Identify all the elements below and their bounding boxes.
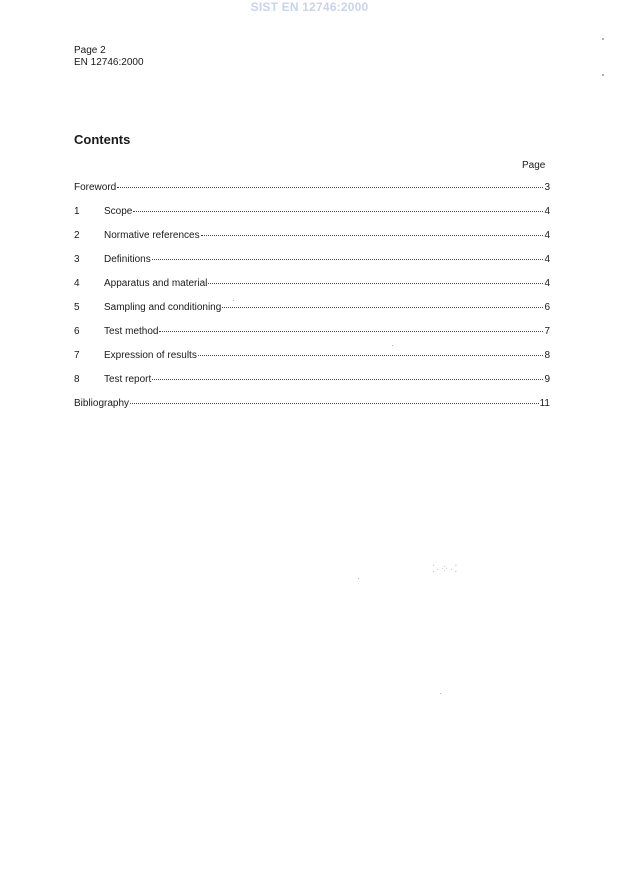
- toc-entry-title: Definitions: [104, 254, 151, 265]
- scan-speck: [440, 693, 441, 694]
- toc-entry-number: 3: [74, 254, 80, 265]
- toc-entry-normative-references[interactable]: [74, 230, 550, 254]
- toc-entry-page: 7: [544, 326, 550, 337]
- toc-entry-page: 8: [544, 350, 550, 361]
- dot-leader: [152, 379, 543, 380]
- dot-leader: [133, 211, 543, 212]
- toc-entry-sampling-and-conditioning[interactable]: [74, 302, 550, 326]
- dot-leader: [130, 403, 539, 404]
- toc-entry-title: Foreword: [74, 182, 117, 193]
- toc-entry-number: 8: [74, 374, 80, 385]
- toc-entry-definitions[interactable]: [74, 254, 550, 278]
- toc-entry-title: Sampling and conditioning: [104, 302, 222, 313]
- table-of-contents: [74, 182, 550, 422]
- toc-entry-number: 1: [74, 206, 80, 217]
- toc-entry-page: 4: [544, 230, 550, 241]
- toc-entry-test-method[interactable]: [74, 326, 550, 350]
- toc-entry-title: Expression of results: [104, 350, 197, 361]
- toc-entry-number: 6: [74, 326, 80, 337]
- scan-speck: [392, 345, 393, 346]
- toc-entry-title: Apparatus and material: [104, 278, 208, 289]
- toc-entry-title: Scope: [104, 206, 133, 217]
- scan-speck: [602, 74, 604, 76]
- toc-entry-number: 7: [74, 350, 80, 361]
- scan-speck: [233, 300, 234, 301]
- toc-entry-bibliography[interactable]: [74, 398, 550, 422]
- toc-entry-title: Test report: [104, 374, 152, 385]
- toc-entry-page: 4: [544, 254, 550, 265]
- watermark: SIST EN 12746:2000: [250, 0, 369, 14]
- toc-entry-page: 4: [544, 206, 550, 217]
- standard-id: EN 12746:2000: [74, 57, 144, 68]
- dot-leader: [198, 355, 543, 356]
- toc-entry-title: Normative references: [104, 230, 200, 241]
- dot-leader: [201, 235, 543, 236]
- page-column-label: Page: [522, 160, 546, 171]
- toc-entry-title: Bibliography: [74, 398, 130, 409]
- toc-entry-page: 9: [544, 374, 550, 385]
- page-header: [74, 45, 144, 69]
- toc-entry-scope[interactable]: [74, 206, 550, 230]
- dot-leader: [222, 307, 543, 308]
- toc-entry-page: 6: [544, 302, 550, 313]
- toc-entry-number: 4: [74, 278, 80, 289]
- toc-entry-title: Test method: [104, 326, 159, 337]
- toc-entry-number: 5: [74, 302, 80, 313]
- scan-smudge: ⁚·⁘·⁚: [432, 564, 459, 575]
- toc-entry-page: 4: [544, 278, 550, 289]
- toc-entry-test-report[interactable]: [74, 374, 550, 398]
- scan-speck: [602, 38, 604, 40]
- dot-leader: [208, 283, 543, 284]
- scan-speck: [358, 578, 359, 579]
- toc-entry-apparatus-and-material[interactable]: [74, 278, 550, 302]
- toc-entry-page: 3: [544, 182, 550, 193]
- toc-entry-page: 11: [539, 398, 550, 409]
- page-number: Page 2: [74, 45, 106, 56]
- dot-leader: [159, 331, 543, 332]
- dot-leader: [117, 187, 543, 188]
- contents-title: Contents: [74, 132, 131, 147]
- toc-entry-foreword[interactable]: [74, 182, 550, 206]
- toc-entry-expression-of-results[interactable]: [74, 350, 550, 374]
- dot-leader: [152, 259, 543, 260]
- toc-entry-number: 2: [74, 230, 80, 241]
